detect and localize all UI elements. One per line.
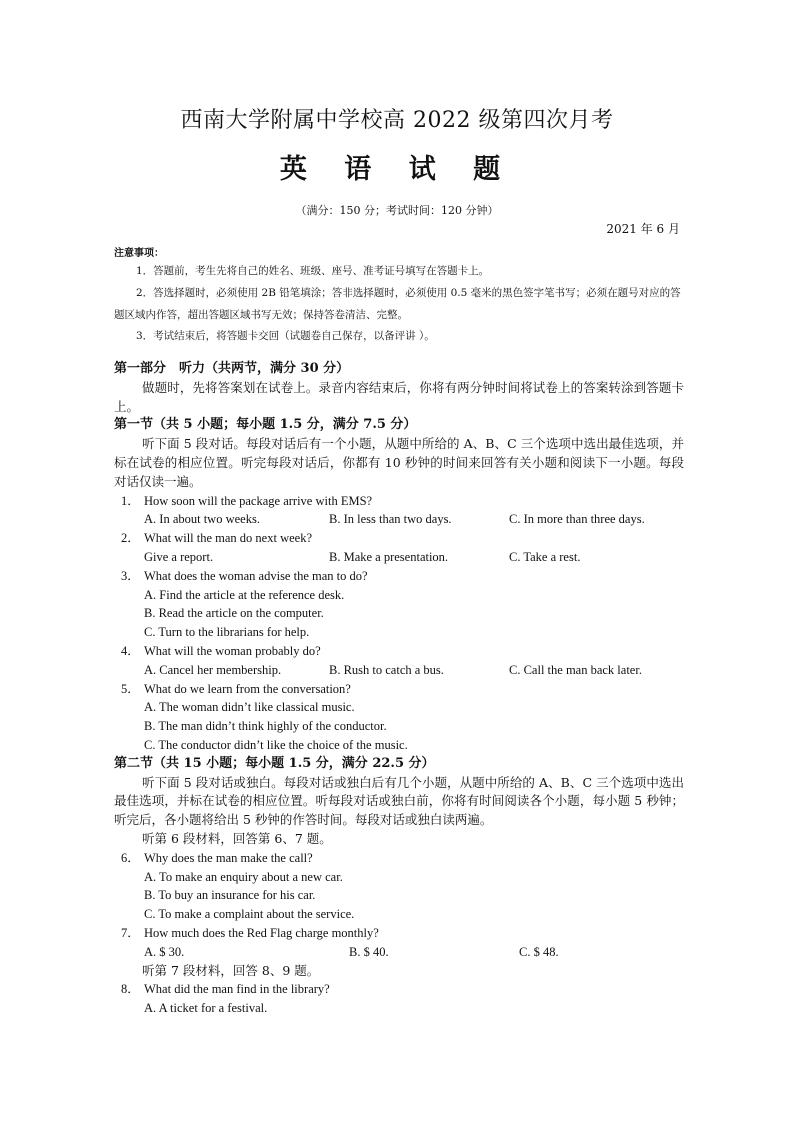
question-7-options xyxy=(114,943,684,962)
part1-heading: 第一部分 听力（共两节，满分 30 分） xyxy=(114,361,350,376)
question-number: 6． xyxy=(121,850,140,865)
option-b: B. Make a presentation. xyxy=(329,549,449,564)
question-8 xyxy=(114,980,684,999)
notice-item-1: 1．答题前，考生先将自己的姓名、班级、座号、准考证号填写在答题卡上。 xyxy=(136,265,490,277)
section2-intro: 听下面 5 段对话或独白。每段对话或独白后有几个小题，从题中所给的 A、B、C 三个选项中选出最佳选项，并标在试卷的相应位置。听每段对话或独白前，你将有时间阅读各个小题，每小题 5 秒钟；听完后，各小题将给出 5 秒钟的作答时间。每段对话或独白读两遍。 xyxy=(114,774,684,828)
question-text: What does the woman advise the man to do? xyxy=(144,568,368,583)
listen-instruction-6: 听第 6 段材料，回答第 6、7 题。 xyxy=(142,830,332,846)
option-b: B. To buy an insurance for his car. xyxy=(144,888,316,903)
option-c: C. To make a complaint about the service. xyxy=(144,907,355,922)
option-c: C. $ 48. xyxy=(519,944,559,959)
listen-instruction-7: 听第 7 段材料，回答 8、9 题。 xyxy=(142,962,320,978)
option-a: A. Cancel her membership. xyxy=(144,662,282,677)
question-text: How much does the Red Flag charge monthly? xyxy=(144,925,379,940)
option-b: B. The man didn’t think highly of the conductor. xyxy=(144,719,387,734)
question-number: 4． xyxy=(121,643,140,658)
option-a: A. The woman didn’t like classical music. xyxy=(144,700,355,715)
question-2 xyxy=(114,529,684,548)
exam-date: 2021 年 6 月 xyxy=(606,222,680,236)
option-a: Give a report. xyxy=(144,549,214,564)
question-number: 8． xyxy=(121,982,140,997)
question-2-options xyxy=(114,548,684,567)
exam-meta: （满分：150 分；考试时间：120 分钟） xyxy=(295,204,499,217)
question-4 xyxy=(114,642,684,661)
option-c: C. The conductor didn’t like the choice of the music. xyxy=(144,737,408,752)
question-number: 2． xyxy=(121,531,140,546)
question-text: What did the man find in the library? xyxy=(144,982,330,997)
question-1-options xyxy=(114,510,684,529)
question-1 xyxy=(114,492,684,511)
question-4-options xyxy=(114,661,684,680)
option-c: C. In more than three days. xyxy=(509,512,645,527)
notice-item-3: 3．考试结束后，将答题卡交回（试题卷自己保存，以备评讲 ）。 xyxy=(136,330,435,342)
option-a: A. Find the article at the reference desk. xyxy=(144,587,345,602)
question-text: What will the woman probably do? xyxy=(144,643,321,658)
option-b: B. In less than two days. xyxy=(329,512,452,527)
subject-title: 英 语 试 题 xyxy=(279,154,515,185)
option-c: C. Call the man back later. xyxy=(509,662,642,677)
option-a: A. In about two weeks. xyxy=(144,512,260,527)
question-text: Why does the man make the call? xyxy=(144,850,313,865)
notice-heading: 注意事项： xyxy=(114,248,164,259)
question-number: 3． xyxy=(121,568,140,583)
question-7 xyxy=(114,924,684,943)
question-text: How soon will the package arrive with EMS? xyxy=(144,493,373,508)
section2-heading: 第二节（共 15 小题；每小题 1.5 分，满分 22.5 分） xyxy=(114,755,435,771)
question-3 xyxy=(114,567,684,586)
section1-intro: 听下面 5 段对话。每段对话后有一个小题，从题中所给的 A、B、C 三个选项中选出最佳选项，并标在试卷的相应位置。听完每段对话后，你都有 10 秒钟的时间来回答有关小题和阅读下一小题。每段对话仅读一遍。 xyxy=(114,436,684,489)
option-a: A. To make an enquiry about a new car. xyxy=(144,869,343,884)
question-number: 7． xyxy=(121,925,140,940)
question-6 xyxy=(114,849,684,868)
question-text: What will the man do next week? xyxy=(144,531,312,546)
option-b: B. $ 40. xyxy=(349,944,389,959)
option-a: A. A ticket for a festival. xyxy=(144,1001,268,1016)
notice-item-2: 2．答选择题时，必须使用 2B 铅笔填涂；答非选择题时，必须使用 0.5 毫米的黑色签字笔书写；必须在题号对应的答题区域内作答，超出答题区域书写无效；保持答卷清洁、完整。 xyxy=(114,287,681,321)
question-text: What do we learn from the conversation? xyxy=(144,681,351,696)
option-c: C. Turn to the librarians for help. xyxy=(144,625,310,640)
exam-content xyxy=(114,360,684,1018)
option-b: B. Read the article on the computer. xyxy=(144,606,324,621)
option-b: B. Rush to catch a bus. xyxy=(329,662,444,677)
option-a: A. $ 30. xyxy=(144,944,185,959)
question-number: 5． xyxy=(121,681,140,696)
exam-title: 西南大学附属中学校高 2022 级第四次月考 xyxy=(180,108,614,133)
question-number: 1． xyxy=(121,493,140,508)
section1-heading: 第一节（共 5 小题；每小题 1.5 分，满分 7.5 分） xyxy=(114,417,417,433)
option-c: C. Take a rest. xyxy=(509,549,581,564)
question-5 xyxy=(114,680,684,699)
part1-intro: 做题时，先将答案划在试卷上。录音内容结束后，你将有两分钟时间将试卷上的答案转涂到答题卡上。 xyxy=(114,379,684,414)
